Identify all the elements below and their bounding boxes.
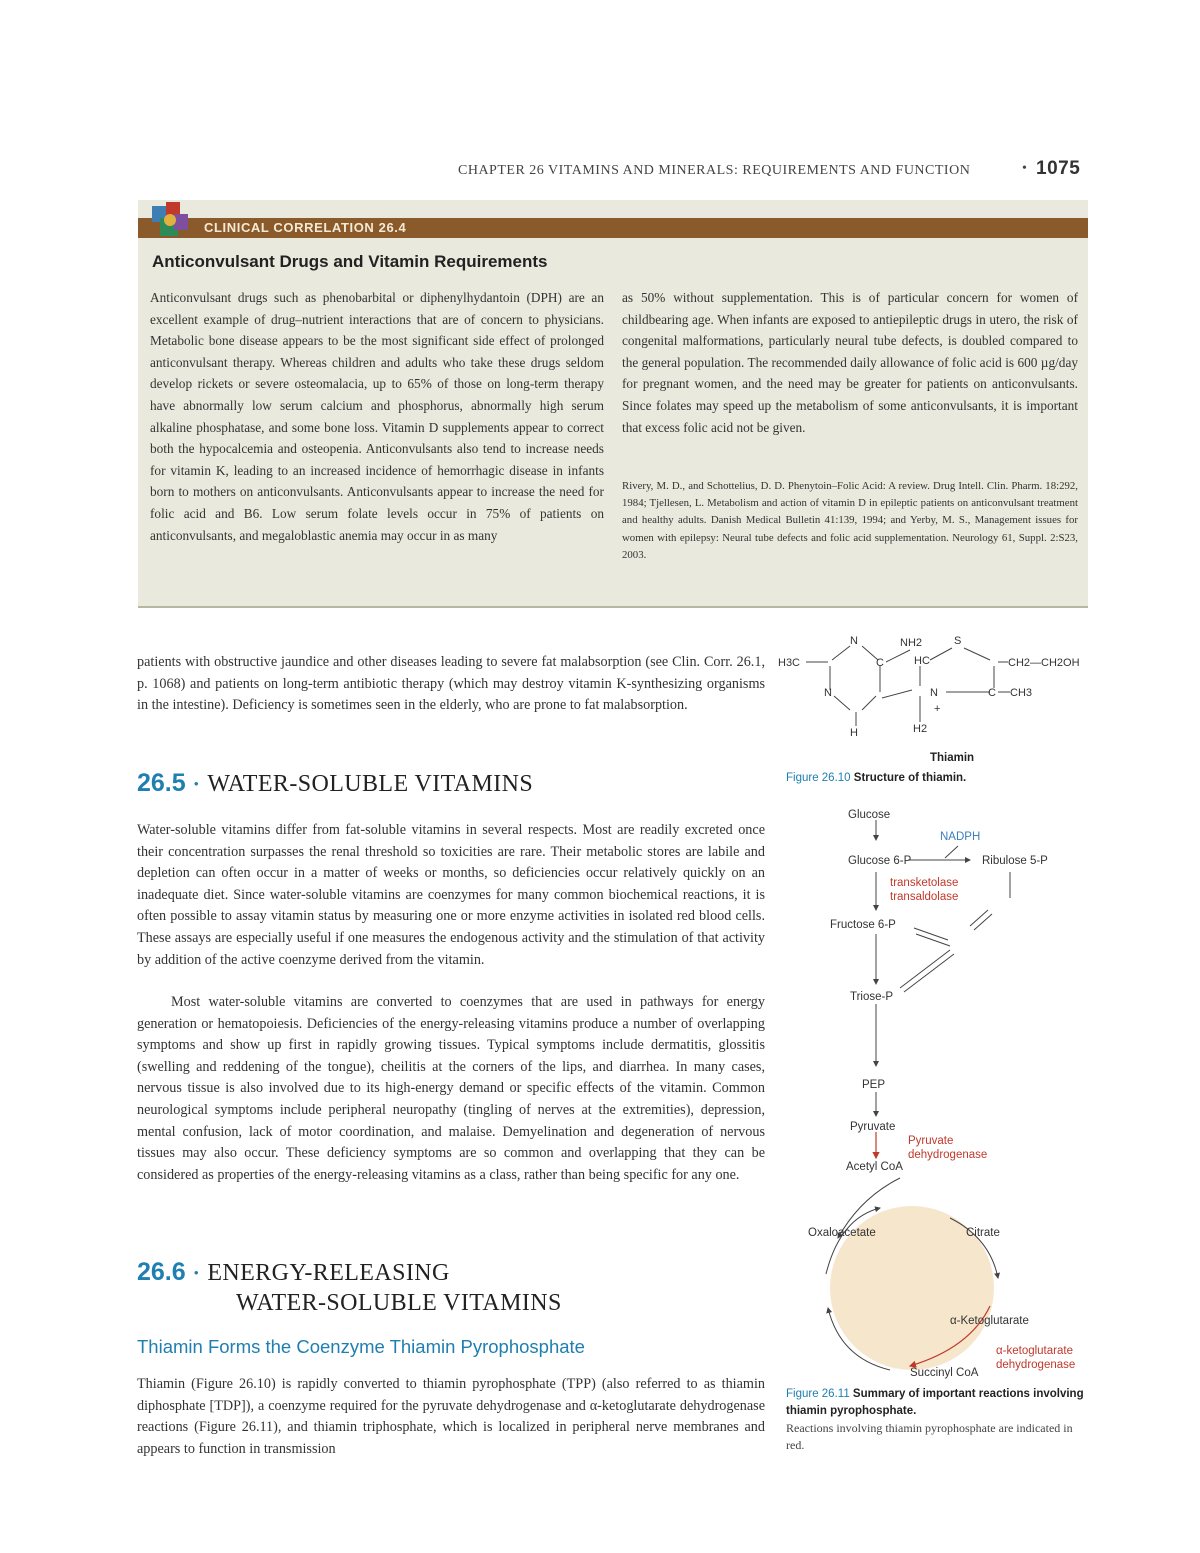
clinical-correlation-title: Anticonvulsant Drugs and Vitamin Requirements [152,252,548,271]
label-s: S [954,635,962,647]
thiamin-pathway-diagram [800,798,1100,1388]
node-citrate: Citrate [966,1227,1000,1239]
label-n3: N [930,687,938,699]
label-plus: + [934,703,941,715]
node-pyruvate: Pyruvate [850,1121,896,1133]
section-title-line2: WATER-SOLUBLE VITAMINS [236,1289,562,1316]
section-heading-26-6 [137,1258,777,1318]
node-akg: α-Ketoglutarate [950,1315,1029,1327]
node-ribulose5p: Ribulose 5-P [982,855,1048,867]
enzyme-akg-dh-1: α-ketoglutarate [996,1345,1073,1357]
node-triosep: Triose-P [850,991,894,1003]
node-succinylcoa: Succinyl CoA [910,1367,979,1379]
node-oxaloacetate: Oxaloacetate [808,1227,876,1239]
section-bullet: • [193,1265,200,1282]
label-hc: HC [914,655,930,667]
node-acetylcoa: Acetyl CoA [846,1161,903,1173]
label-n1: N [850,635,858,647]
section-heading-26-5 [137,769,777,798]
label-c-ring: C [876,657,884,669]
clinical-correlation-right-column: as 50% without supplementation. This is of particular concern for women of childbearing age. When infants are exposed to antiepileptic drugs in utero, the risk of congenital malformations, particularly neural tube defects, is doubled compared to the general population. The recommended daily allowance of folic acid is 600 µg/day for pregnant women, and the need may be greater for patients on anticonvulsants. Since folates may speed up the metabolism of some anticonvulsants, it is important that excess folic acid not be given. [622,290,1078,435]
section-title: WATER-SOLUBLE VITAMINS [207,771,534,797]
node-glucose6p: Glucose 6-P [848,855,912,867]
section-bullet: • [193,776,200,793]
running-head-bullet: • [1022,161,1028,176]
node-fructose6p: Fructose 6-P [830,919,896,931]
section-number: 26.5 [137,769,186,797]
enzyme-pyruvate-dh-2: dehydrogenase [908,1149,988,1161]
thiamin-name-label: Thiamin [930,752,975,764]
figure-number: Figure 26.10 [786,772,851,784]
label-n2: N [824,687,832,699]
label-h: H [850,727,858,739]
enzyme-akg-dh-2: dehydrogenase [996,1359,1076,1371]
figure-caption-title: Summary of important reactions involving thiamin pyrophosphate. [786,1388,1084,1417]
clinical-correlation-bar [138,218,1088,238]
chapter-title: CHAPTER 26 VITAMINS AND MINERALS: REQUIREMENTS AND FUNCTION [458,163,971,178]
label-ch2ch2oh: CH2—CH2OH [1008,657,1080,669]
enzyme-pyruvate-dh-1: Pyruvate [908,1135,954,1147]
enzyme-transketolase: transketolase [890,877,959,889]
node-glucose: Glucose [848,809,891,821]
page-number: 1075 [1036,158,1081,179]
label-ch3: CH3 [1010,687,1033,699]
label-nh2: NH2 [900,637,923,649]
clinical-correlation-label: CLINICAL CORRELATION 26.4 [204,220,407,235]
node-nadph: NADPH [940,831,981,843]
figure-number: Figure 26.11 [786,1388,850,1400]
clinical-correlation-references: Rivery, M. D., and Schottelius, D. D. Phenytoin–Folic Acid: A review. Drug Intell. Clin. Pharm. 18:292, 1984; Tjellesen, L. Metabolism and action of vitamin D in epileptic patients on anticonvulsant treatment and healthy adults. Danish Medical Bulletin 41:139, 1994; and Yerby, M. S., Management issues for women with epilepsy: Neural tube defects and folic acid supplementation. Neurology 61, Suppl. 2:S23, 2003. [622,480,1078,561]
paragraph-4: Thiamin (Figure 26.10) is rapidly converted to thiamin pyrophosphate (TPP) (also referred to as thiamin diphosphate [TDP]), a coenzyme required for the pyruvate dehydrogenase and α-ketoglutarate dehydrogenase reactions (Figure 26.11), and thiamin triphosphate, which is localized in peripheral nerve membranes and appears to function in transmission [137,1376,765,1457]
label-h3c: H3C [778,657,801,669]
label-c2: C [988,687,996,699]
node-pep: PEP [862,1079,886,1091]
figure-26-10-caption [786,772,966,784]
figure-26-11-caption-body: Reactions involving thiamin pyrophosphate are indicated in red. [786,1421,1073,1452]
paragraph-1: patients with obstructive jaundice and other diseases leading to severe fat malabsorption (see Clin. Corr. 26.1, p. 1068) and patients on long-term antibiotic therapy (which may destroy vitamin K-synthesizing organisms in the intestine). Deficiency is sometimes seen in the elderly, who are prone to fat malabsorption. [137,654,765,714]
clinical-correlation-box [138,200,1088,608]
paragraph-2: Water-soluble vitamins differ from fat-soluble vitamins in several respects. Most are readily excreted once their concentration surpasses the renal threshold so toxicities are rare. Their metabolic stores are labile and depletion can often occur in a matter of weeks or months, so deficiencies occur relatively quickly on an inadequate diet. Since water-soluble vitamins are coenzymes for many common biochemical reactions, it is often possible to assay vitamin status by measuring one or more enzyme activities in isolated red blood cells. These assays are especially useful if one measures the endogenous activity and the stimulation of that activity by addition of the active coenzyme derived from the vitamin. [137,822,765,968]
section-number: 26.6 [137,1258,186,1286]
box-bottom-rule [138,606,1088,608]
running-head [430,158,1090,184]
figure-caption-text: Structure of thiamin. [853,772,967,784]
clinical-correlation-left-column: Anticonvulsant drugs such as phenobarbital or diphenylhydantoin (DPH) are an excellent example of drug–nutrient interactions that are of concern to physicians. Metabolic bone disease appears to be the most significant side effect of prolonged anticonvulsant therapy. Whereas children and adults who take these drugs seldom develop rickets or severe osteomalacia, up to 65% of those on long-term therapy have abnormally low serum calcium and phosphorus, abnormally high serum alkaline phosphatase, and some bone loss. Vitamin D supplements appear to correct both the hypocalcemia and osteopenia. Anticonvulsants also tend to increase needs for vitamin K, leading to an increased incidence of hemorrhagic disease in infants born to mothers on anticonvulsants. Anticonvulsants appear to increase the need for folic acid and B6. Low serum folate levels occur in 75% of patients on anticonvulsants, and megaloblastic anemia may occur in as many [150,290,604,543]
figure-26-11-caption [786,1386,1086,1420]
paragraph-3: Most water-soluble vitamins are converted to coenzymes that are used in pathways for energy generation or hematopoiesis. Deficiencies of the energy-releasing vitamins produce a number of overlapping symptoms and show up first in rapidly growing tissues. Typical symptoms include dermatitis, glossitis (swelling and reddening of the tongue), cheilitis at the corners of the lips, and diarrhea. In many cases, nervous tissue is also involved due to its high-energy demand or specific effects of the vitamin. Common neurological symptoms include peripheral neuropathy (tingling of nerves at the extremities), depression, mental confusion, lack of motor coordination, and malaise. Demyelination and degeneration of nervous tissues may also occur. These deficiency symptoms are so common and overlapping that they can be considered as properties of the energy-releasing vitamins as a class, rather than being specific for any one. [137,994,765,1183]
subheading: Thiamin Forms the Coenzyme Thiamin Pyrophosphate [137,1336,585,1357]
section-title-line1: ENERGY-RELEASING [207,1260,450,1286]
enzyme-transaldolase: transaldolase [890,891,959,903]
label-h2: H2 [913,723,928,735]
clinical-correlation-icon [150,200,192,240]
